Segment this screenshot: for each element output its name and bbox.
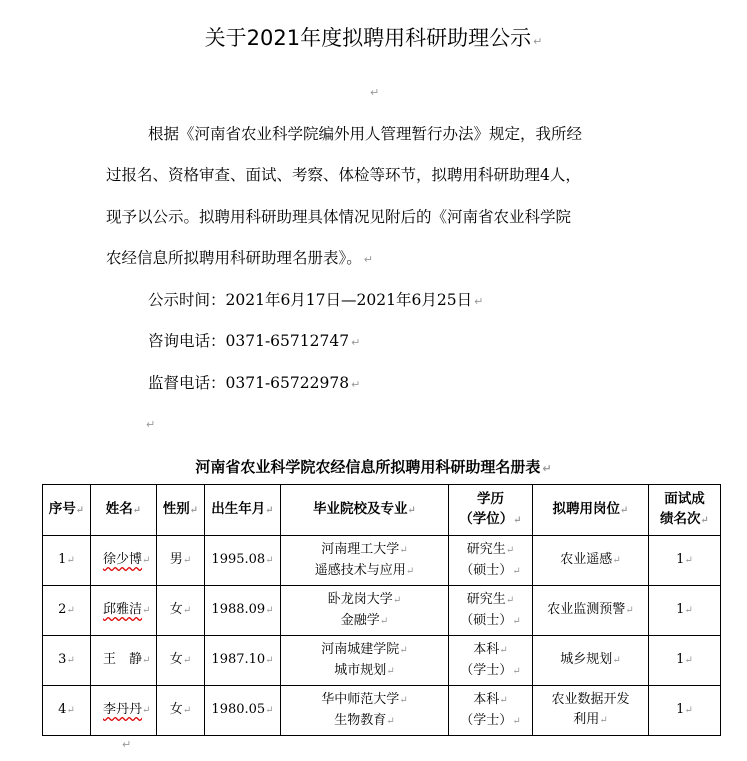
cell-birth: 1987.10↵ bbox=[205, 636, 281, 686]
cell-gender: 男↵ bbox=[157, 536, 205, 586]
paragraph-mark-icon: ↵ bbox=[363, 253, 373, 266]
table-header-row bbox=[43, 485, 721, 536]
table-row bbox=[43, 536, 721, 586]
cell-rank: 1↵ bbox=[649, 686, 721, 736]
cell-no: 2↵ bbox=[43, 586, 91, 636]
cell-gender: 女↵ bbox=[157, 636, 205, 686]
paragraph-mark-icon: ↵ bbox=[542, 462, 552, 475]
paragraph-mark-icon: ↵ bbox=[351, 336, 361, 349]
cell-no: 1↵ bbox=[43, 536, 91, 586]
publicity-time-text: 公示时间：2021年6月17日—2021年6月25日 bbox=[148, 291, 473, 309]
header-gender: 性别↵ bbox=[157, 485, 205, 536]
cell-school: 河南城建学院↵ 城市规划↵ bbox=[281, 636, 449, 686]
header-degree: 学历 （学位）↵ bbox=[449, 485, 533, 536]
document-title bbox=[0, 22, 747, 52]
consult-phone bbox=[148, 329, 360, 351]
table-title bbox=[0, 456, 747, 477]
cell-name: 徐少博↵ bbox=[91, 536, 157, 586]
cell-degree: 本科↵ （学士）↵ bbox=[449, 686, 533, 736]
paragraph-mark-icon: ↵ bbox=[351, 378, 361, 391]
body-line-4 bbox=[106, 246, 373, 268]
paragraph-mark-icon: ↵ bbox=[533, 35, 543, 48]
cell-name: 邱雅洁↵ bbox=[91, 586, 157, 636]
cell-birth: 1980.05↵ bbox=[205, 686, 281, 736]
publicity-time bbox=[148, 288, 483, 310]
header-rank: 面试成 绩名次↵ bbox=[649, 485, 721, 536]
supervise-phone bbox=[148, 371, 360, 393]
body-line-4-text: 农经信息所拟聘用科研助理名册表》。 bbox=[106, 249, 362, 267]
paragraph-mark-icon: ↵ bbox=[122, 738, 132, 751]
table-title-text: 河南省农业科学院农经信息所拟聘用科研助理名册表 bbox=[195, 458, 541, 476]
header-no: 序号↵ bbox=[43, 485, 91, 536]
cell-degree: 本科↵ （学士）↵ bbox=[449, 636, 533, 686]
cell-birth: 1995.08↵ bbox=[205, 536, 281, 586]
cell-rank: 1↵ bbox=[649, 536, 721, 586]
cell-school: 卧龙岗大学↵ 金融学↵ bbox=[281, 586, 449, 636]
cell-rank: 1↵ bbox=[649, 586, 721, 636]
paragraph-mark-icon: ↵ bbox=[370, 86, 380, 99]
cell-position: 农业监测预警↵ bbox=[533, 586, 649, 636]
cell-position: 城乡规划↵ bbox=[533, 636, 649, 686]
header-name: 姓名↵ bbox=[91, 485, 157, 536]
body-line-3: 现予以公示。拟聘用科研助理具体情况见附后的《河南省农业科学院 bbox=[106, 208, 572, 226]
roster-table bbox=[42, 484, 721, 736]
cell-rank: 1↵ bbox=[649, 636, 721, 686]
cell-position: 农业数据开发 利用↵ bbox=[533, 686, 649, 736]
paragraph-mark-icon: ↵ bbox=[474, 295, 484, 308]
cell-name: 王 静↵ bbox=[91, 636, 157, 686]
header-birth: 出生年月↵ bbox=[205, 485, 281, 536]
cell-degree: 研究生↵ （硕士）↵ bbox=[449, 536, 533, 586]
table-row bbox=[43, 636, 721, 686]
consult-phone-text: 咨询电话：0371-65712747 bbox=[148, 332, 350, 350]
header-position: 拟聘用岗位↵ bbox=[533, 485, 649, 536]
paragraph-mark-icon: ↵ bbox=[146, 418, 156, 431]
cell-gender: 女↵ bbox=[157, 586, 205, 636]
cell-school: 华中师范大学↵ 生物教育↵ bbox=[281, 686, 449, 736]
cell-birth: 1988.09↵ bbox=[205, 586, 281, 636]
cell-name: 李丹丹↵ bbox=[91, 686, 157, 736]
supervise-phone-text: 监督电话：0371-65722978 bbox=[148, 374, 350, 392]
body-line-2: 过报名、资格审查、面试、考察、体检等环节，拟聘用科研助理4人， bbox=[106, 166, 581, 184]
body-line-1: 根据《河南省农业科学院编外用人管理暂行办法》规定，我所经 bbox=[148, 125, 583, 143]
cell-position: 农业遥感↵ bbox=[533, 536, 649, 586]
cell-degree: 研究生↵ （硕士）↵ bbox=[449, 586, 533, 636]
cell-no: 4↵ bbox=[43, 686, 91, 736]
cell-school: 河南理工大学↵ 遥感技术与应用↵ bbox=[281, 536, 449, 586]
table-row bbox=[43, 586, 721, 636]
document-title-text: 关于2021年度拟聘用科研助理公示 bbox=[204, 26, 532, 50]
cell-no: 3↵ bbox=[43, 636, 91, 686]
table-row bbox=[43, 686, 721, 736]
header-school: 毕业院校及专业↵ bbox=[281, 485, 449, 536]
cell-gender: 女↵ bbox=[157, 686, 205, 736]
